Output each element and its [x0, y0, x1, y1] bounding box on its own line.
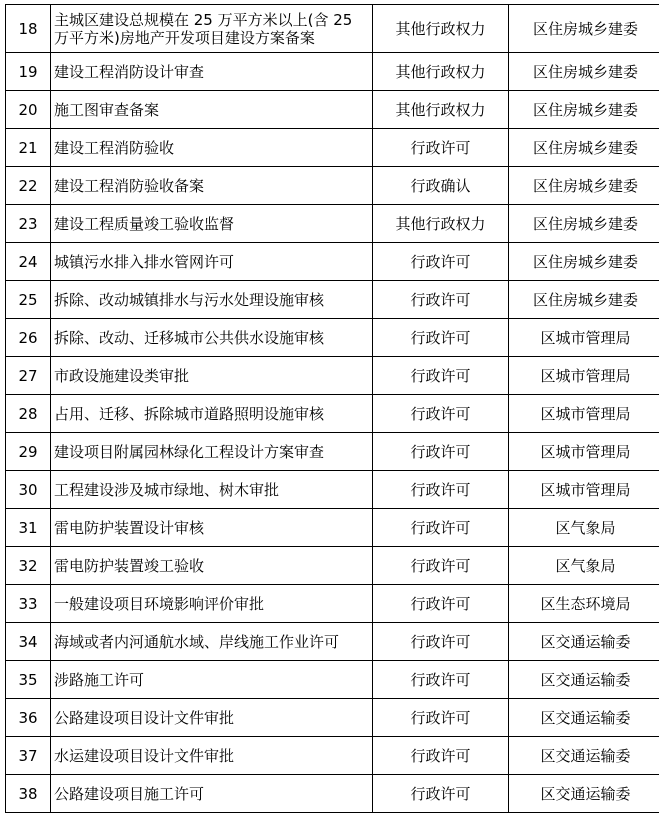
power-type: 行政许可: [373, 775, 509, 813]
row-number: 27: [6, 357, 51, 395]
table-row: [6, 357, 659, 395]
row-number: 33: [6, 585, 51, 623]
department: 区气象局: [509, 547, 659, 585]
item-name: 工程建设涉及城市绿地、树木审批: [51, 471, 373, 509]
department: 区交通运输委: [509, 623, 659, 661]
department: 区住房城乡建委: [509, 129, 659, 167]
item-name: 建设工程消防验收备案: [51, 167, 373, 205]
item-name: 施工图审查备案: [51, 91, 373, 129]
power-type: 其他行政权力: [373, 5, 509, 53]
department: 区住房城乡建委: [509, 281, 659, 319]
table-row: [6, 623, 659, 661]
table-row: [6, 205, 659, 243]
table-row: [6, 509, 659, 547]
table-row: [6, 319, 659, 357]
power-type: 行政许可: [373, 281, 509, 319]
power-type: 行政许可: [373, 129, 509, 167]
department: 区交通运输委: [509, 775, 659, 813]
table-row: [6, 129, 659, 167]
row-number: 21: [6, 129, 51, 167]
table-row: [6, 547, 659, 585]
row-number: 22: [6, 167, 51, 205]
department: 区气象局: [509, 509, 659, 547]
department: 区住房城乡建委: [509, 91, 659, 129]
power-type: 行政许可: [373, 661, 509, 699]
item-name: 城镇污水排入排水管网许可: [51, 243, 373, 281]
row-number: 24: [6, 243, 51, 281]
power-type: 行政许可: [373, 433, 509, 471]
table-body: [6, 5, 659, 813]
row-number: 35: [6, 661, 51, 699]
table-row: [6, 281, 659, 319]
table-row: [6, 243, 659, 281]
row-number: 19: [6, 53, 51, 91]
row-number: 32: [6, 547, 51, 585]
item-name: 建设工程消防设计审查: [51, 53, 373, 91]
department: 区城市管理局: [509, 319, 659, 357]
row-number: 31: [6, 509, 51, 547]
row-number: 36: [6, 699, 51, 737]
table-row: [6, 53, 659, 91]
department: 区交通运输委: [509, 699, 659, 737]
table-row: [6, 433, 659, 471]
power-type: 其他行政权力: [373, 91, 509, 129]
table-row: [6, 661, 659, 699]
row-number: 23: [6, 205, 51, 243]
item-name: 占用、迁移、拆除城市道路照明设施审核: [51, 395, 373, 433]
item-name: 市政设施建设类审批: [51, 357, 373, 395]
row-number: 28: [6, 395, 51, 433]
item-name: 水运建设项目设计文件审批: [51, 737, 373, 775]
item-name: 海域或者内河通航水域、岸线施工作业许可: [51, 623, 373, 661]
power-type: 其他行政权力: [373, 53, 509, 91]
row-number: 30: [6, 471, 51, 509]
department: 区住房城乡建委: [509, 205, 659, 243]
row-number: 34: [6, 623, 51, 661]
row-number: 26: [6, 319, 51, 357]
item-name: 建设工程消防验收: [51, 129, 373, 167]
department: 区城市管理局: [509, 433, 659, 471]
table-row: [6, 167, 659, 205]
department: 区城市管理局: [509, 471, 659, 509]
row-number: 29: [6, 433, 51, 471]
item-name: 主城区建设总规模在 25 万平方米以上(含 25 万平方米)房地产开发项目建设方案备案: [51, 5, 373, 53]
table-row: [6, 91, 659, 129]
table-row: [6, 471, 659, 509]
power-type: 行政许可: [373, 623, 509, 661]
power-type: 其他行政权力: [373, 205, 509, 243]
item-name: 一般建设项目环境影响评价审批: [51, 585, 373, 623]
power-type: 行政许可: [373, 319, 509, 357]
power-type: 行政许可: [373, 509, 509, 547]
power-type: 行政确认: [373, 167, 509, 205]
table-row: [6, 5, 659, 53]
power-type: 行政许可: [373, 357, 509, 395]
department: 区交通运输委: [509, 737, 659, 775]
row-number: 20: [6, 91, 51, 129]
department: 区住房城乡建委: [509, 53, 659, 91]
department: 区住房城乡建委: [509, 243, 659, 281]
row-number: 37: [6, 737, 51, 775]
department: 区生态环境局: [509, 585, 659, 623]
row-number: 18: [6, 5, 51, 53]
item-name: 公路建设项目施工许可: [51, 775, 373, 813]
item-name: 公路建设项目设计文件审批: [51, 699, 373, 737]
power-type: 行政许可: [373, 395, 509, 433]
table-row: [6, 737, 659, 775]
item-name: 拆除、改动城镇排水与污水处理设施审核: [51, 281, 373, 319]
power-type: 行政许可: [373, 243, 509, 281]
item-name: 拆除、改动、迁移城市公共供水设施审核: [51, 319, 373, 357]
item-name: 建设工程质量竣工验收监督: [51, 205, 373, 243]
row-number: 25: [6, 281, 51, 319]
table-row: [6, 395, 659, 433]
table-row: [6, 775, 659, 813]
table-row: [6, 699, 659, 737]
department: 区住房城乡建委: [509, 167, 659, 205]
power-type: 行政许可: [373, 737, 509, 775]
power-type: 行政许可: [373, 547, 509, 585]
table-row: [6, 585, 659, 623]
power-type: 行政许可: [373, 471, 509, 509]
item-name: 涉路施工许可: [51, 661, 373, 699]
department: 区住房城乡建委: [509, 5, 659, 53]
department: 区交通运输委: [509, 661, 659, 699]
department: 区城市管理局: [509, 395, 659, 433]
department: 区城市管理局: [509, 357, 659, 395]
power-type: 行政许可: [373, 699, 509, 737]
item-name: 雷电防护装置竣工验收: [51, 547, 373, 585]
item-name: 建设项目附属园林绿化工程设计方案审查: [51, 433, 373, 471]
approval-items-table: [5, 4, 659, 813]
row-number: 38: [6, 775, 51, 813]
item-name: 雷电防护装置设计审核: [51, 509, 373, 547]
power-type: 行政许可: [373, 585, 509, 623]
